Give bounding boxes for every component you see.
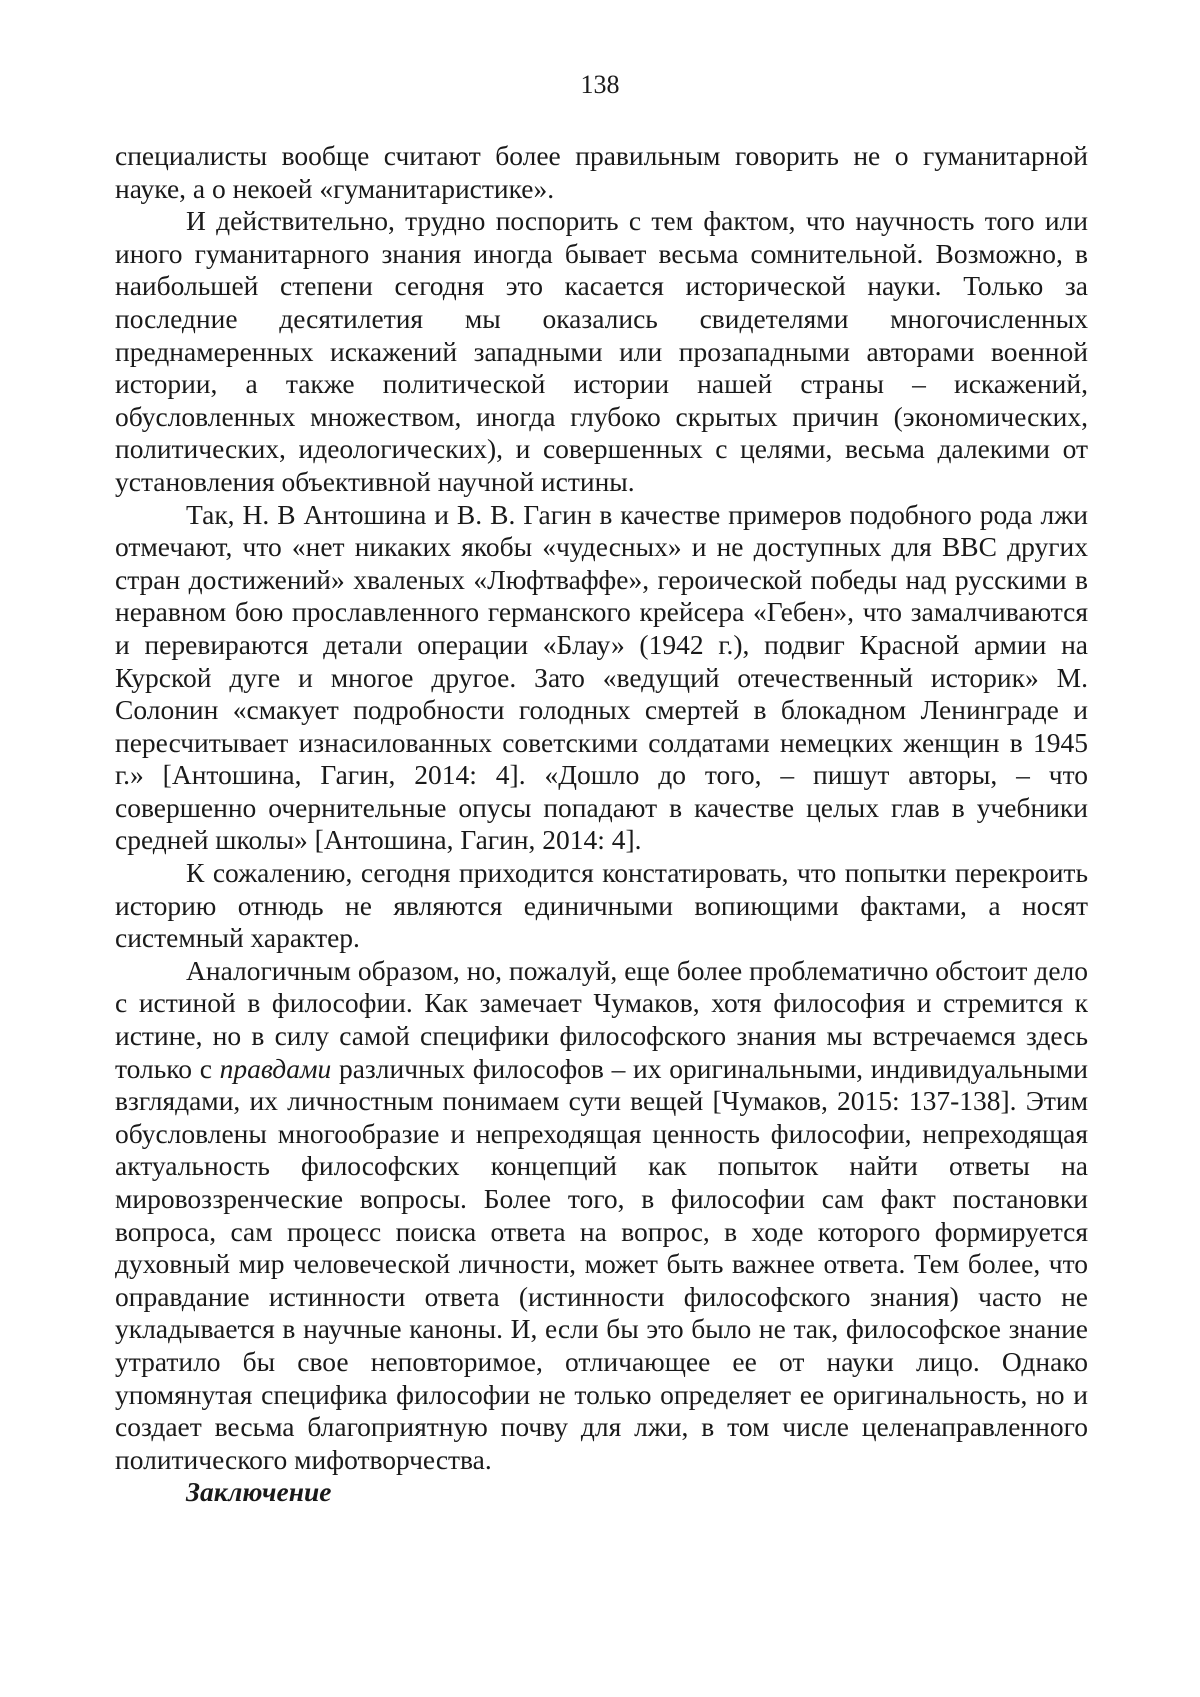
paragraph-continuation: специалисты вообще считают более правильным говорить не о гуманитарной науке, а о некоей «гуманитаристике». bbox=[115, 140, 1088, 204]
paragraph-antoshina-gagin-quote: Так, Н. В Антошина и В. В. Гагин в качестве примеров подобного рода лжи отмечают, что «нет никаких якобы «чудесных» и не доступных для ВВС других стран достижений» хваленых «Люфтваффе», героической победы над русскими в неравном бою прославленного германского крейсера «Гебен», что замалчиваются и перевираются детали операции «Блау» (1942 г.), подвиг Красной армии на Курской дуге и многое другое. Зато «ведущий отечественный историк» М. Солонин «смакует подробности голодных смертей в блокадном Ленинграде и пересчитывает изнасилованных советскими солдатами немецких женщин в 1945 г.» [Антошина, Гагин, 2014: 4]. «Дошло до того, – пишут авторы, – что совершенно очернительные опусы попадают в качестве целых глав в учебники средней школы» [Антошина, Гагин, 2014: 4]. bbox=[115, 498, 1088, 856]
paragraph-philosophy-text-before: Аналогичным образом, но, пожалуй, еще более проблематично обстоит дело с истиной в философии. Как замечает Чумаков, хотя философия и стремится к истине, но в силу самой специфики философского знания мы встречаемся здесь только с bbox=[115, 954, 1088, 1084]
section-heading-conclusion: Заключение bbox=[186, 1476, 332, 1508]
page-number: 138 bbox=[580, 70, 620, 99]
paragraph-philosophy-truth bbox=[115, 955, 1088, 1477]
paragraph-history-distortion: И действительно, трудно поспорить с тем фактом, что научность того или иного гуманитарного знания иногда бывает весьма сомнительной. Возможно, в наибольшей степени сегодня это касается исторической науки. Только за последние десятилетия мы оказались свидетелями многочисленных преднамеренных искажений западными или прозападными авторами военной истории, а также политической истории нашей страны – искажений, обусловленных множеством, иногда глубоко скрытых причин (экономических, политических, идеологических), и совершенных с целями, весьма далекими от установления объективной научной истины. bbox=[115, 205, 1088, 497]
emphasis-word: правдами bbox=[219, 1052, 332, 1084]
paragraph-systemic-character: К сожалению, сегодня приходится констатировать, что попытки перекроить историю отнюдь не являются единичными вопиющими фактами, а носят системный характер. bbox=[115, 857, 1088, 954]
body-text bbox=[115, 140, 1088, 1509]
paragraph-philosophy-text-after: различных философов – их оригинальными, индивидуальными взглядами, их личностным понимаем сути вещей [Чумаков, 2015: 137-138]. Этим обусловлены многообразие и непреходящая ценность философии, непреходящая актуальность философских концепций как попыток найти ответы на мировоззренческие вопросы. Более того, в философии сам факт постановки вопроса, сам процесс поиска ответа на вопрос, в ходе которого формируется духовный мир человеческой личности, может быть важнее ответа. Тем более, что оправдание истинности ответа (истинности философского знания) часто не укладывается в научные каноны. И, если бы это было не так, философское знание утратило бы свое неповторимое, отличающее ее от науки лицо. Однако упомянутая специфика философии не только определяет ее оригинальность, но и создает весьма благоприятную почву для лжи, в том числе целенаправленного политического мифотворчества. bbox=[115, 1052, 1089, 1475]
